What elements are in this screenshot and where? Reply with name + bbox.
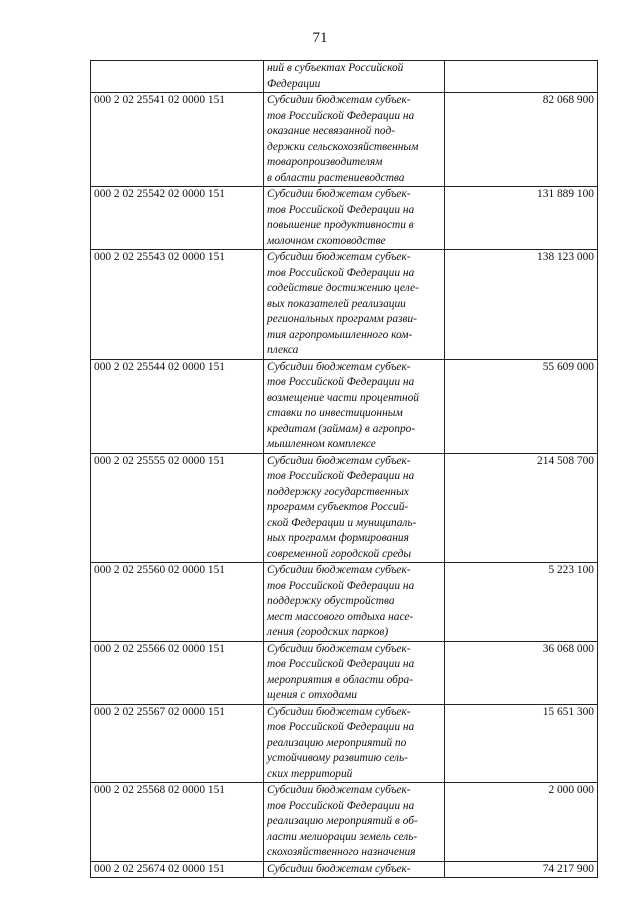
table-row (91, 704, 598, 783)
revenue-code-cell: 000 2 02 25544 02 0000 151 (91, 359, 264, 453)
table-row (91, 93, 598, 187)
description-line: современной городской среды (267, 547, 412, 560)
revenue-description-cell (264, 783, 445, 862)
table-body (91, 61, 598, 878)
description-line: ний в субъектах Российской (267, 62, 404, 74)
budget-revenue-table (90, 60, 598, 878)
table-row (91, 563, 598, 642)
description-line: поддержку обустройства (267, 595, 395, 607)
description-line: Федерации (267, 77, 321, 90)
revenue-code-cell: 000 2 02 25542 02 0000 151 (91, 187, 264, 250)
description-line: скохозяйственного назначения (267, 846, 416, 858)
amount-cell: 138 123 000 (445, 250, 598, 360)
table-row (91, 783, 598, 862)
revenue-code-cell: 000 2 02 25567 02 0000 151 (91, 704, 264, 783)
description-line: ской Федерации и муниципаль- (267, 516, 417, 529)
description-line: в области растениеводства (267, 171, 405, 184)
description-line: Субсидии бюджетам субъек- (267, 251, 411, 263)
revenue-code-cell: 000 2 02 25560 02 0000 151 (91, 563, 264, 642)
revenue-code-cell (91, 61, 264, 93)
description-line: держки сельскохозяйственным (267, 140, 419, 153)
description-line: Субсидии бюджетам субъек- (267, 360, 411, 373)
revenue-description-cell (264, 704, 445, 783)
description-line: поддержку государственных (267, 485, 409, 498)
description-line: реализацию мероприятий в об- (267, 815, 418, 827)
revenue-description-cell (264, 250, 445, 360)
description-line: программ субъектов Россий- (267, 501, 409, 513)
revenue-description-cell (264, 359, 445, 453)
description-line: возмещение части процентной (267, 391, 420, 404)
amount-cell: 74 217 900 (445, 861, 598, 878)
description-line: тов Российской Федерации на (267, 799, 415, 812)
amount-cell: 214 508 700 (445, 453, 598, 563)
description-line: Субсидии бюджетам субъек- (267, 784, 411, 796)
description-line: Субсидии бюджетам субъек- (267, 705, 411, 718)
description-line: ских территорий (267, 767, 353, 780)
description-line: устойчивому развитию сель- (267, 752, 408, 764)
amount-cell: 5 223 100 (445, 563, 598, 642)
description-line: ных программ формирования (267, 532, 409, 544)
amount-cell: 82 068 900 (445, 93, 598, 187)
revenue-code-cell: 000 2 02 25674 02 0000 151 (91, 861, 264, 878)
amount-cell (445, 61, 598, 93)
description-line: товаропроизводителям (267, 156, 383, 168)
description-line: тов Российской Федерации на (267, 203, 415, 216)
description-line: тов Российской Федерации на (267, 376, 415, 388)
description-line: молочном скотоводстве (267, 234, 386, 247)
description-line: тов Российской Федерации на (267, 658, 415, 670)
table-row (91, 861, 598, 878)
description-line: тия агропромышленного ком- (267, 328, 413, 341)
description-line: Субсидии бюджетам субъек- (267, 188, 411, 200)
description-line: мероприятия в области обра- (267, 673, 414, 686)
description-line: Субсидии бюджетам субъек- (267, 94, 411, 106)
description-line: мест массового отдыха насе- (267, 610, 414, 623)
description-line: мышленном комплексе (267, 438, 376, 450)
description-line: плекса (267, 344, 299, 356)
revenue-description-cell (264, 563, 445, 642)
description-line: региональных программ разви- (267, 313, 417, 325)
description-line: Субсидии бюджетам субъек- (267, 642, 411, 655)
description-line: щения с отходами (267, 689, 357, 701)
revenue-code-cell: 000 2 02 25566 02 0000 151 (91, 641, 264, 704)
revenue-code-cell: 000 2 02 25541 02 0000 151 (91, 93, 264, 187)
description-line: Субсидии бюджетам субъек- (267, 454, 411, 467)
revenue-description-cell (264, 93, 445, 187)
description-line: тов Российской Федерации на (267, 470, 415, 482)
description-line: содействие достижению целе- (267, 282, 419, 294)
description-line: тов Российской Федерации на (267, 266, 415, 279)
amount-cell: 36 068 000 (445, 641, 598, 704)
amount-cell: 131 889 100 (445, 187, 598, 250)
table-row (91, 359, 598, 453)
table-row (91, 453, 598, 563)
description-line: тов Российской Федерации на (267, 579, 415, 592)
description-line: тов Российской Федерации на (267, 109, 415, 122)
revenue-description-cell (264, 861, 445, 878)
page-number: 71 (312, 30, 328, 46)
revenue-code-cell: 000 2 02 25568 02 0000 151 (91, 783, 264, 862)
description-line: Субсидии бюджетам субъек- (267, 862, 411, 875)
table-row (91, 187, 598, 250)
table-row (91, 641, 598, 704)
revenue-code-cell: 000 2 02 25543 02 0000 151 (91, 250, 264, 360)
amount-cell: 2 000 000 (445, 783, 598, 862)
revenue-description-cell (264, 61, 445, 93)
amount-cell: 55 609 000 (445, 359, 598, 453)
description-line: Субсидии бюджетам субъек- (267, 564, 411, 576)
description-line: повышение продуктивности в (267, 219, 414, 231)
description-line: реализацию мероприятий по (267, 736, 407, 749)
description-line: ления (городских парков) (267, 626, 389, 638)
revenue-description-cell (264, 453, 445, 563)
table-row (91, 250, 598, 360)
revenue-description-cell (264, 641, 445, 704)
description-line: ставки по инвестиционным (267, 407, 403, 419)
description-line: оказание несвязанной под- (267, 125, 395, 137)
revenue-code-cell: 000 2 02 25555 02 0000 151 (91, 453, 264, 563)
description-line: тов Российской Федерации на (267, 721, 415, 733)
amount-cell: 15 651 300 (445, 704, 598, 783)
table-row (91, 61, 598, 93)
revenue-description-cell (264, 187, 445, 250)
description-line: ласти мелиорации земель сель- (267, 830, 418, 843)
description-line: вых показателей реализации (267, 297, 406, 310)
description-line: кредитам (займам) в агропро- (267, 422, 416, 435)
